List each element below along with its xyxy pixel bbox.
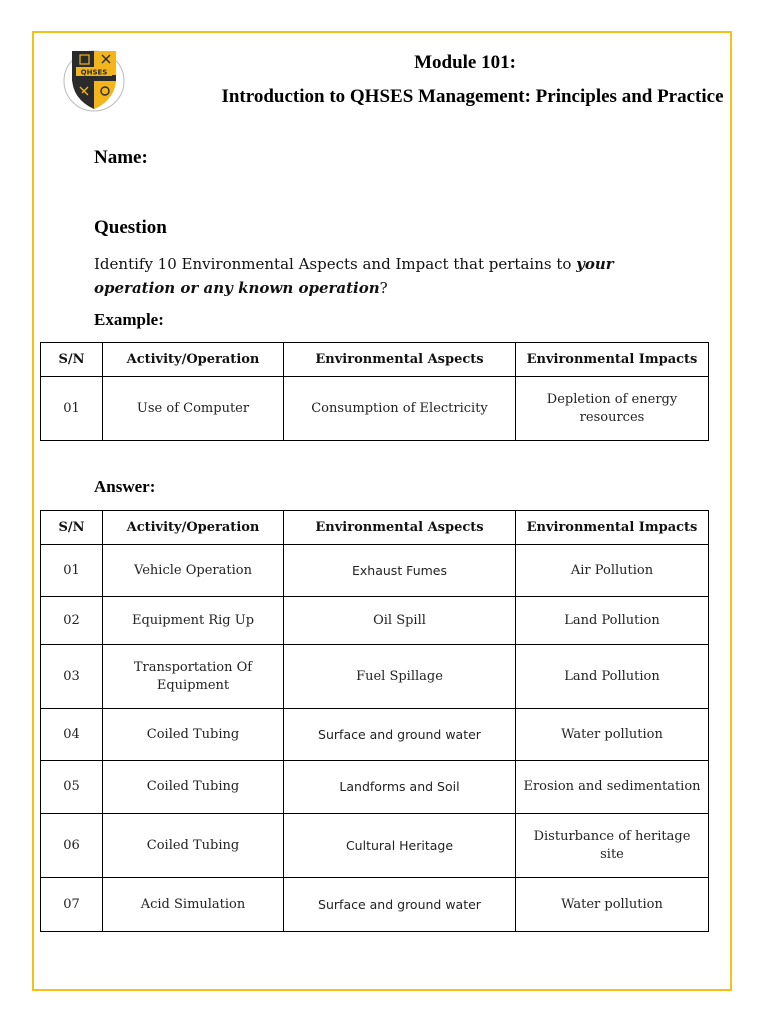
header-sn: S/N: [41, 343, 103, 377]
question-text: [94, 252, 654, 300]
cell-activity: Coiled Tubing: [103, 814, 284, 878]
header-aspects: Environmental Aspects: [284, 343, 516, 377]
cell-sn: 04: [41, 709, 103, 761]
cell-aspect: Consumption of Electricity: [284, 377, 516, 441]
table-row: [41, 709, 709, 761]
cell-impact: Air Pollution: [516, 545, 709, 597]
cell-aspect: Surface and ground water: [284, 878, 516, 932]
question-text-prefix: Identify 10 Environmental Aspects and Impact that pertains to: [94, 255, 577, 273]
cell-activity: Vehicle Operation: [103, 545, 284, 597]
table-row: [41, 597, 709, 645]
cell-aspect: Landforms and Soil: [284, 761, 516, 814]
cell-aspect: Fuel Spillage: [284, 645, 516, 709]
cell-sn: 01: [41, 377, 103, 441]
header-impacts: Environmental Impacts: [516, 511, 709, 545]
cell-aspect: Cultural Heritage: [284, 814, 516, 878]
table-row: [41, 645, 709, 709]
name-label: Name:: [94, 147, 148, 168]
cell-sn: 01: [41, 545, 103, 597]
cell-impact: Erosion and sedimentation: [516, 761, 709, 814]
cell-activity: Equipment Rig Up: [103, 597, 284, 645]
cell-impact: Land Pollution: [516, 645, 709, 709]
example-heading: Example:: [94, 310, 164, 329]
cell-sn: 05: [41, 761, 103, 814]
table-row: [41, 814, 709, 878]
cell-impact: Land Pollution: [516, 597, 709, 645]
table-row: [41, 761, 709, 814]
cell-activity: Coiled Tubing: [103, 761, 284, 814]
cell-activity: Use of Computer: [103, 377, 284, 441]
qhses-shield-logo: [58, 41, 130, 113]
header-aspects: Environmental Aspects: [284, 511, 516, 545]
header-impacts: Environmental Impacts: [516, 343, 709, 377]
cell-aspect: Exhaust Fumes: [284, 545, 516, 597]
table-header-row: [41, 343, 709, 377]
table-row: [41, 545, 709, 597]
cell-impact: Water pollution: [516, 709, 709, 761]
cell-activity: Transportation Of Equipment: [103, 645, 284, 709]
cell-sn: 02: [41, 597, 103, 645]
example-table: [40, 342, 709, 441]
page-title: Introduction to QHSES Management: Principles and Practice: [221, 86, 724, 107]
header-sn: S/N: [41, 511, 103, 545]
cell-impact: Depletion of energy resources: [516, 377, 709, 441]
logo-text: QHSES: [80, 68, 108, 77]
cell-sn: 03: [41, 645, 103, 709]
question-text-suffix: ?: [379, 279, 388, 297]
cell-activity: Coiled Tubing: [103, 709, 284, 761]
answer-heading: Answer:: [94, 477, 156, 496]
cell-activity: Acid Simulation: [103, 878, 284, 932]
table-row: [41, 878, 709, 932]
cell-impact: Disturbance of heritage site: [516, 814, 709, 878]
cell-impact: Water pollution: [516, 878, 709, 932]
table-row: [41, 377, 709, 441]
cell-sn: 06: [41, 814, 103, 878]
answer-table: [40, 510, 709, 932]
question-heading: Question: [94, 217, 167, 238]
cell-sn: 07: [41, 878, 103, 932]
question-text-emphasis: your operation or any known operation: [94, 255, 614, 297]
header-activity: Activity/Operation: [103, 343, 284, 377]
cell-aspect: Oil Spill: [284, 597, 516, 645]
header-activity: Activity/Operation: [103, 511, 284, 545]
table-header-row: [41, 511, 709, 545]
cell-aspect: Surface and ground water: [284, 709, 516, 761]
module-number: Module 101:: [414, 52, 516, 73]
